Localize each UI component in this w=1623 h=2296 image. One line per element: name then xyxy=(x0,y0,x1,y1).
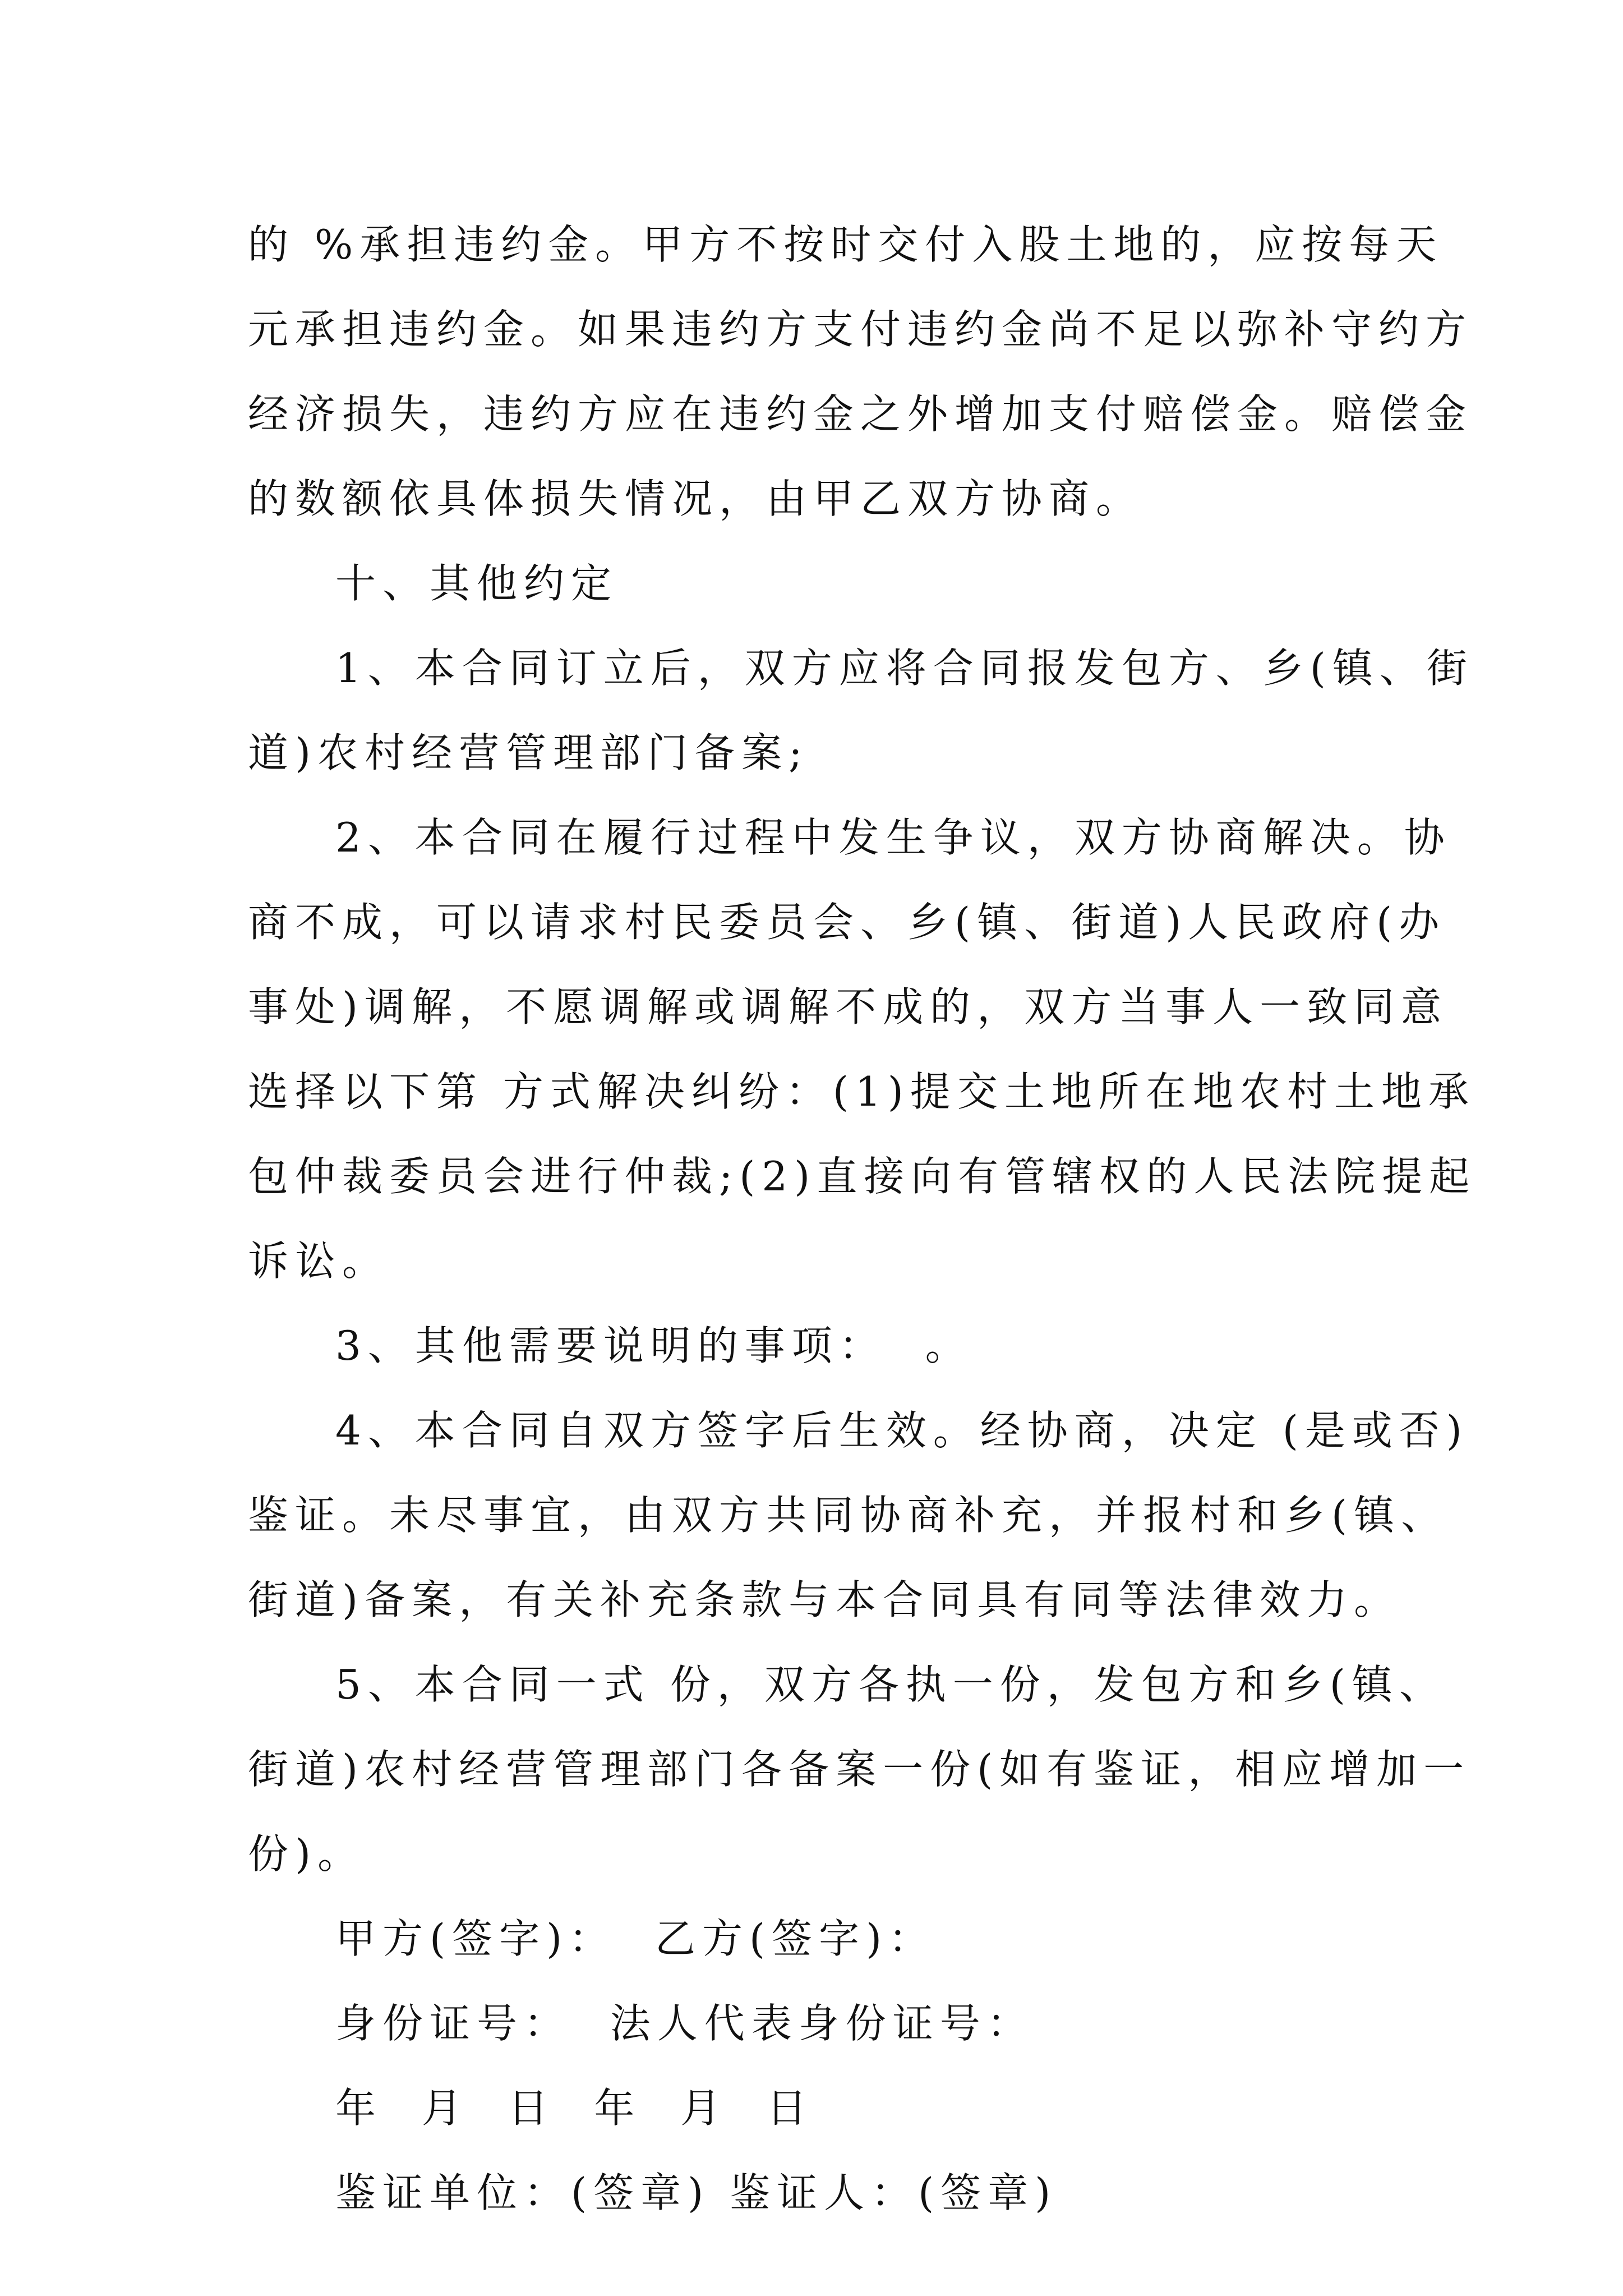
text-line: 事处)调解，不愿调解或调解不成的，双方当事人一致同意 xyxy=(248,983,1449,1031)
text-line: 3、其他需要说明的事项： 。 xyxy=(335,1322,972,1370)
text-line: 鉴证。未尽事宜，由双方共同协商补充，并报村和乡(镇、 xyxy=(248,1492,1449,1539)
attestation-line: 鉴证单位：(签章) 鉴证人：(签章) xyxy=(335,2169,1058,2217)
signature-line: 甲方(签字)： 乙方(签字)： xyxy=(335,1915,936,1963)
text-line: 1、本合同订立后，双方应将合同报发包方、乡(镇、街 xyxy=(335,645,1474,692)
text-line: 2、本合同在履行过程中发生争议，双方协商解决。协 xyxy=(335,814,1451,862)
text-line: 5、本合同一式 份，双方各执一份，发包方和乡(镇、 xyxy=(335,1661,1446,1709)
text-line: 4、本合同自双方签字后生效。经协商，决定 (是或否) xyxy=(335,1407,1469,1455)
text-line: 份)。 xyxy=(248,1830,365,1878)
text-line: 选择以下第 方式解决纠纷：(1)提交土地所在地农村土地承 xyxy=(248,1068,1476,1116)
text-line: 商不成，可以请求村民委员会、乡(镇、街道)人民政府(办 xyxy=(248,899,1446,946)
text-line: 经济损失，违约方应在违约金之外增加支付赔偿金。赔偿金 xyxy=(248,390,1473,438)
id-number-line: 身份证号： 法人代表身份证号： xyxy=(335,2000,1034,2047)
text-line: 街道)农村经营管理部门各备案一份(如有鉴证，相应增加一 xyxy=(248,1746,1471,1793)
text-line: 的 %承担违约金。甲方不按时交付入股土地的，应按每天 xyxy=(248,221,1444,268)
text-line: 街道)备案，有关补充条款与本合同具有同等法律效力。 xyxy=(248,1576,1401,1624)
date-line: 年 月 日 年 月 日 xyxy=(335,2085,814,2132)
text-line: 包仲裁委员会进行仲裁;(2)直接向有管辖权的人民法院提起 xyxy=(248,1153,1477,1200)
text-line: 元承担违约金。如果违约方支付违约金尚不足以弥补守约方 xyxy=(248,306,1473,353)
section-heading: 十、其他约定 xyxy=(335,560,619,607)
text-line: 道)农村经营管理部门备案; xyxy=(248,729,809,776)
text-line: 的数额依具体损失情况，由甲乙双方协商。 xyxy=(248,475,1144,522)
text-line: 诉讼。 xyxy=(248,1237,390,1285)
